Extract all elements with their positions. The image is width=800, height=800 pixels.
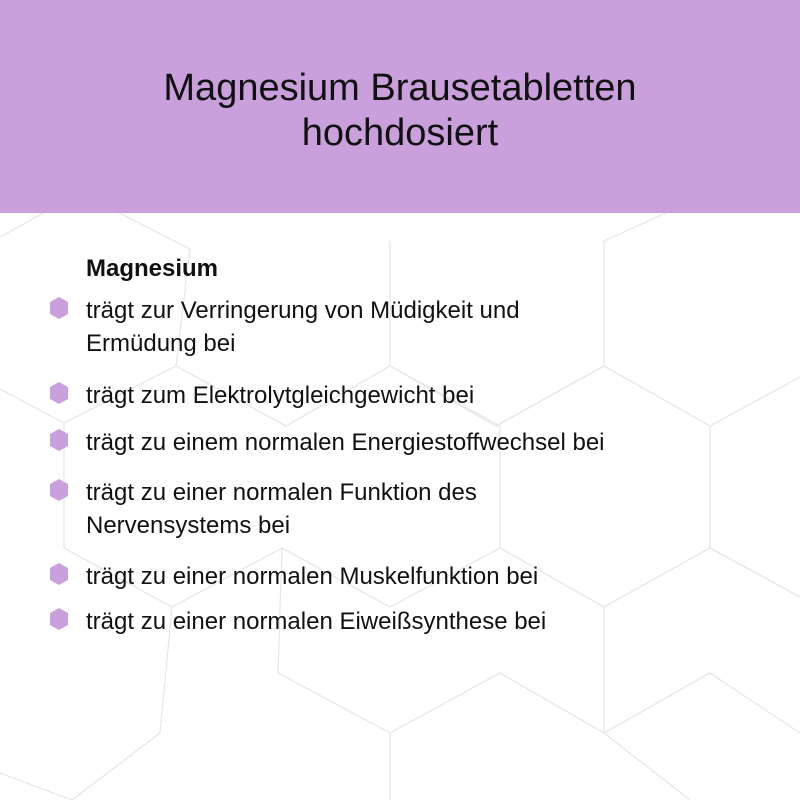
hexagon-bullet-icon [48,296,70,320]
page-title [163,58,636,156]
benefit-text-line-1: trägt zu einer normalen Funktion des [86,479,477,506]
benefit-text [86,379,766,412]
benefit-text [86,426,766,459]
hexagon-bullet-icon [48,428,70,452]
hexagon-bullet-icon [48,381,70,405]
benefit-text-line-1: trägt zu einem normalen Energiestoffwechsel bei [86,429,605,456]
benefit-text [86,605,766,638]
benefit-text-line-2: Ermüdung bei [86,330,236,357]
page-title-line-1: Magnesium Brausetabletten [163,66,637,109]
hexagon-bullet-icon [48,607,70,631]
benefit-text-line-1: trägt zum Elektrolytgleichgewicht bei [86,382,475,409]
page-title-line-2: hochdosiert [301,111,499,154]
content-area [0,213,800,800]
hexagon-bullet-icon [48,478,70,502]
title-banner [0,0,800,213]
benefit-text-line-2: Nervensystems bei [86,512,291,539]
hexagon-bullet-icon [48,562,70,586]
section-subtitle: Magnesium [86,255,219,282]
benefit-text [86,294,766,360]
benefit-text [86,476,766,542]
benefit-text-line-1: trägt zur Verringerung von Müdigkeit und [86,297,520,324]
benefit-text-line-1: trägt zu einer normalen Muskelfunktion bei [86,563,539,590]
benefit-text [86,560,766,593]
benefit-text-line-1: trägt zu einer normalen Eiweißsynthese bei [86,608,547,635]
